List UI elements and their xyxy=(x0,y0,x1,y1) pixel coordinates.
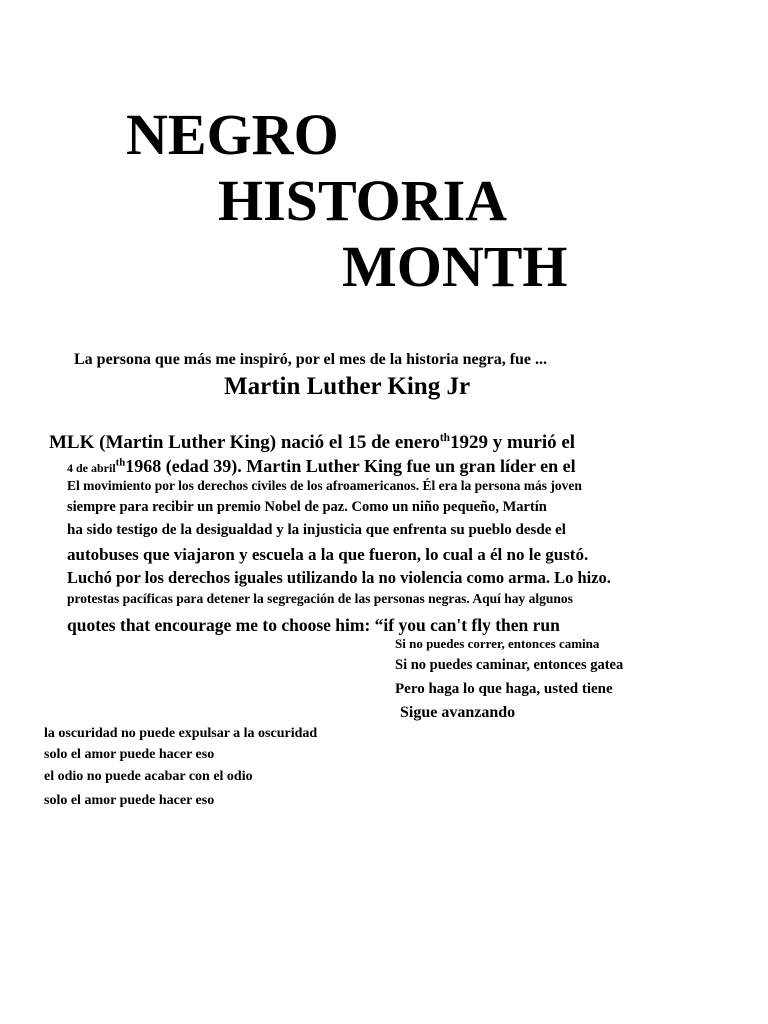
quote1-line-2: Si no puedes caminar, entonces gatea xyxy=(395,657,624,673)
body-line-2: 4 de abril$^{th}$1968 (edad 39). Martin Luther King fue un gran líder en el xyxy=(67,456,576,476)
quote2-line-3: el odio no puede acabar con el odio xyxy=(44,769,253,784)
title-line-historia: HISTORIA xyxy=(218,168,508,233)
body-line-9: quotes that encourage me to choose him: “if you can't fly then run xyxy=(67,615,560,635)
body-line-5: ha sido testigo de la desigualdad y la injusticia que enfrenta su pueblo desde el xyxy=(67,522,566,538)
person-name: Martin Luther King Jr xyxy=(224,373,471,400)
body-line-3: El movimiento por los derechos civiles de los afroamericanos. Él era la persona más joven xyxy=(67,478,582,493)
body-line-7: Luchó por los derechos iguales utilizando la no violencia como arma. Lo hizo. xyxy=(67,568,611,587)
intro-text: La persona que más me inspiró, por el mes de la historia negra, fue ... xyxy=(74,351,548,368)
quote2-line-1: la oscuridad no puede expulsar a la oscuridad xyxy=(44,726,318,741)
title-line-month: MONTH xyxy=(342,234,568,299)
quote1-line-3: Pero haga lo que haga, usted tiene xyxy=(395,681,613,697)
body-line-8: protestas pacíficas para detener la segregación de las personas negras. Aquí hay algunos xyxy=(67,591,573,606)
body-line-6: autobuses que viajaron y escuela a la que fueron, lo cual a él no le gustó. xyxy=(67,545,589,564)
body-line-4: siempre para recibir un premio Nobel de paz. Como un niño pequeño, Martín xyxy=(67,499,547,515)
quote2-line-2: solo el amor puede hacer eso xyxy=(44,747,215,762)
quote1-line-1: Si no puedes correr, entonces camina xyxy=(395,636,600,651)
body-line-1: MLK (Martin Luther King) nació el 15 de enero$^{th}$1929 y murió el xyxy=(49,432,576,453)
title-line-negro: NEGRO xyxy=(126,102,339,167)
quote1-line-4: Sigue avanzando xyxy=(400,704,516,721)
quote2-line-4: solo el amor puede hacer eso xyxy=(44,793,215,808)
